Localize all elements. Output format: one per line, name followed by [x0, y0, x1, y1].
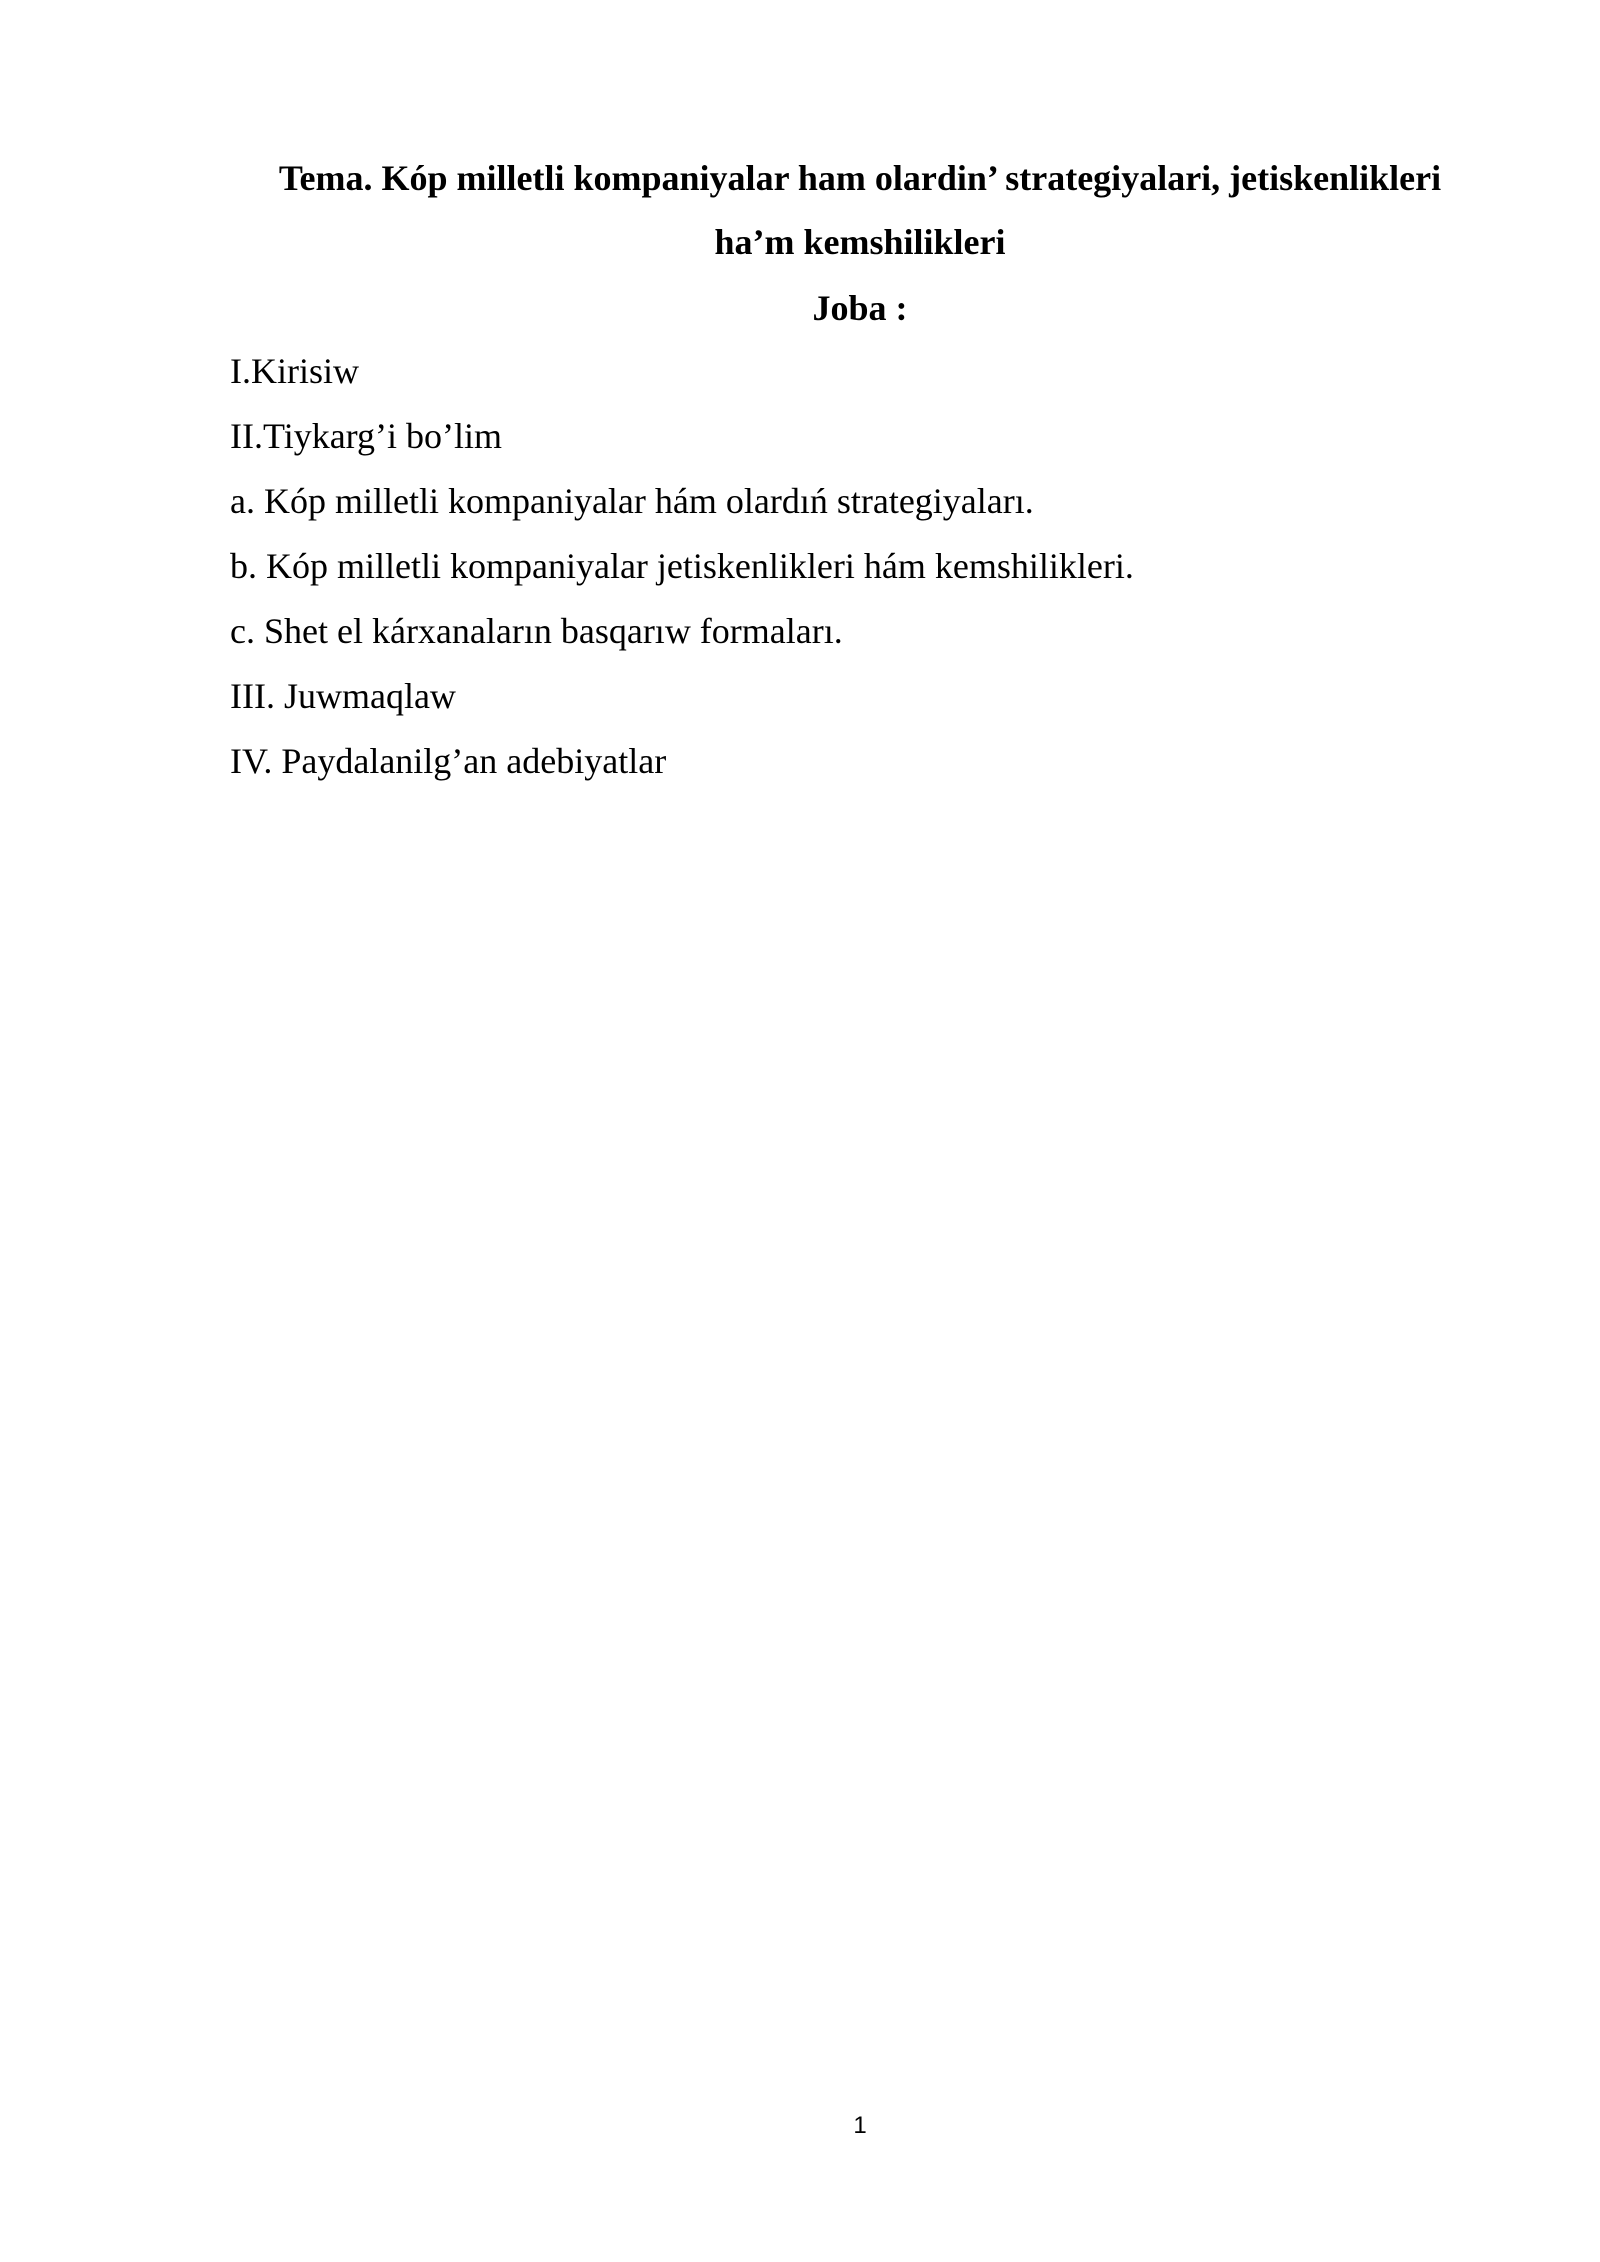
plan-item-b: b. Kóp milletli kompaniyalar jetiskenlikleri hám kemshilikleri. [230, 546, 1134, 586]
page-number: 1 [853, 2112, 867, 2139]
plan-item-references: IV. Paydalanilg’an adebiyatlar [230, 741, 667, 781]
plan-item-introduction: I.Kirisiw [230, 351, 359, 391]
plan-item-main-part: II.Tiykarg’i bo’lim [230, 416, 503, 456]
document-title-line-2: ha’m kemshilikleri [714, 222, 1006, 262]
plan-item-a: a. Kóp milletli kompaniyalar hám olardıń strategiyaları. [230, 481, 1034, 521]
plan-item-c: c. Shet el kárxanaların basqarıw formaları. [230, 611, 843, 651]
document-title-line-1: Tema. Kóp milletli kompaniyalar ham olardin’ strategiyalari, jetiskenlikleri [278, 158, 1442, 198]
plan-list [230, 351, 1134, 806]
plan-item-conclusion: III. Juwmaqlaw [230, 676, 456, 716]
plan-heading: Joba : [812, 288, 908, 328]
